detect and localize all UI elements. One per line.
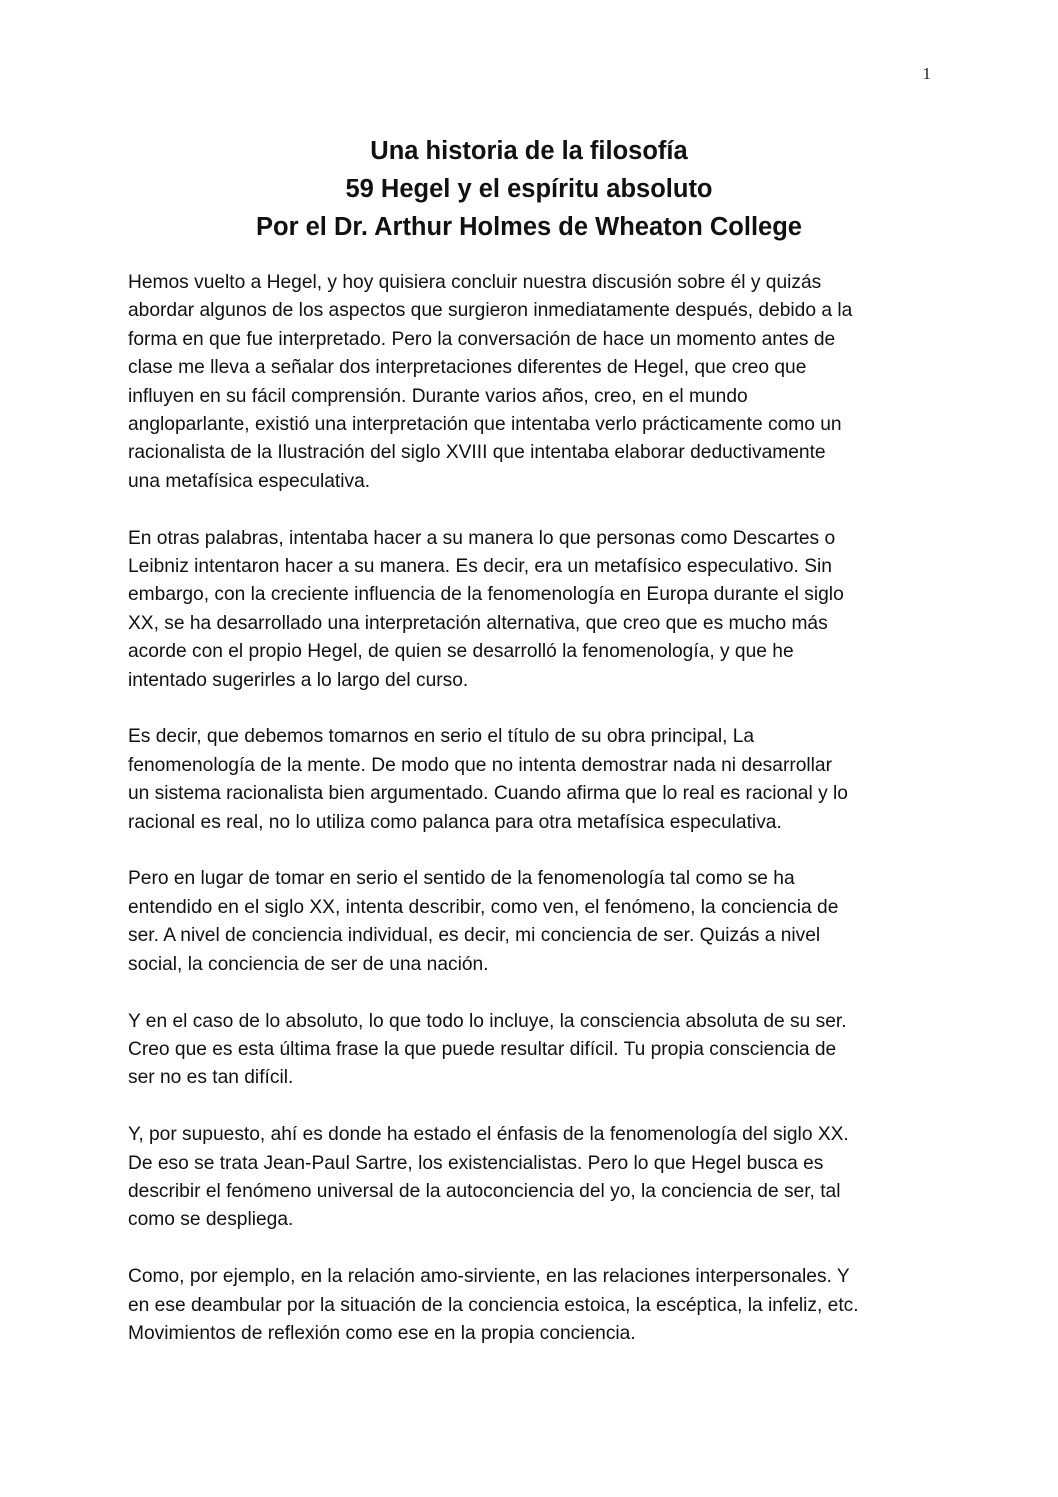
text-line: racional es real, no lo utiliza como palanca para otra metafísica especulativa. bbox=[128, 811, 782, 833]
text-line: forma en que fue interpretado. Pero la conversación de hace un momento antes de bbox=[128, 328, 836, 350]
paragraph bbox=[128, 1263, 934, 1348]
title-line-series: Una historia de la filosofía bbox=[370, 137, 688, 165]
text-line: Y, por supuesto, ahí es donde ha estado el énfasis de la fenomenología del siglo XX. bbox=[128, 1124, 849, 1146]
title-line-lecture: 59 Hegel y el espíritu absoluto bbox=[345, 175, 713, 203]
text-line: Y en el caso de lo absoluto, lo que todo lo incluye, la consciencia absoluta de su ser. bbox=[128, 1010, 847, 1032]
text-line: abordar algunos de los aspectos que surgieron inmediatamente después, debido a la bbox=[128, 300, 853, 322]
text-line: un sistema racionalista bien argumentado. Cuando afirma que lo real es racional y lo bbox=[128, 783, 848, 805]
paragraph bbox=[128, 1008, 934, 1093]
text-line: Hemos vuelto a Hegel, y hoy quisiera concluir nuestra discusión sobre él y quizás bbox=[128, 272, 822, 293]
text-line: intentado sugerirles a lo largo del curso. bbox=[128, 669, 469, 691]
paragraph bbox=[128, 865, 934, 979]
text-line: ser. A nivel de conciencia individual, es decir, mi conciencia de ser. Quizás a nivel bbox=[128, 925, 821, 947]
text-line: XX, se ha desarrollado una interpretación alternativa, que creo que es mucho más bbox=[128, 612, 828, 634]
text-line: Leibniz intentaron hacer a su manera. Es decir, era un metafísico especulativo. Sin bbox=[128, 556, 832, 578]
text-line: entendido en el siglo XX, intenta describir, como ven, el fenómeno, la conciencia de bbox=[128, 896, 839, 918]
paragraph bbox=[128, 269, 934, 496]
text-line: como se despliega. bbox=[128, 1209, 294, 1231]
text-line: Es decir, que debemos tomarnos en serio el título de su obra principal, La bbox=[128, 726, 755, 748]
text-line: En otras palabras, intentaba hacer a su manera lo que personas como Descartes o bbox=[128, 527, 836, 549]
text-line: en ese deambular por la situación de la conciencia estoica, la escéptica, la infeliz, etc. bbox=[128, 1294, 859, 1316]
text-line: De eso se trata Jean-Paul Sartre, los existencialistas. Pero lo que Hegel busca es bbox=[128, 1152, 824, 1174]
paragraph bbox=[128, 723, 934, 837]
text-line: Creo que es esta última frase la que puede resultar difícil. Tu propia consciencia de bbox=[128, 1038, 837, 1060]
paragraph bbox=[128, 1121, 934, 1235]
text-line: angloparlante, existió una interpretación que intentaba verlo prácticamente como un bbox=[128, 414, 842, 436]
text-line: racionalista de la Ilustración del siglo XVIII que intentaba elaborar deductivamente bbox=[128, 442, 826, 464]
text-line: Movimientos de reflexión como ese en la propia conciencia. bbox=[128, 1322, 636, 1344]
text-line: acorde con el propio Hegel, de quien se desarrolló la fenomenología, y que he bbox=[128, 641, 794, 663]
text-line: influyen en su fácil comprensión. Durante varios años, creo, en el mundo bbox=[128, 385, 748, 407]
document-title bbox=[0, 132, 1058, 246]
page-number: 1 bbox=[922, 64, 931, 83]
text-line: embargo, con la creciente influencia de la fenomenología en Europa durante el siglo bbox=[128, 584, 844, 606]
text-line: social, la conciencia de ser de una nación. bbox=[128, 953, 489, 975]
text-line: fenomenología de la mente. De modo que no intenta demostrar nada ni desarrollar bbox=[128, 754, 832, 776]
document-body bbox=[128, 269, 934, 1377]
text-line: describir el fenómeno universal de la autoconciencia del yo, la conciencia de ser, tal bbox=[128, 1180, 841, 1202]
text-line: ser no es tan difícil. bbox=[128, 1067, 294, 1089]
title-line-author: Por el Dr. Arthur Holmes de Wheaton College bbox=[256, 213, 802, 241]
text-line: Pero en lugar de tomar en serio el sentido de la fenomenología tal como se ha bbox=[128, 868, 795, 890]
text-line: Como, por ejemplo, en la relación amo-sirviente, en las relaciones interpersonales. Y bbox=[128, 1266, 850, 1288]
text-line: una metafísica especulativa. bbox=[128, 470, 371, 492]
paragraph bbox=[128, 525, 934, 695]
text-line: clase me lleva a señalar dos interpretaciones diferentes de Hegel, que creo que bbox=[128, 357, 807, 379]
